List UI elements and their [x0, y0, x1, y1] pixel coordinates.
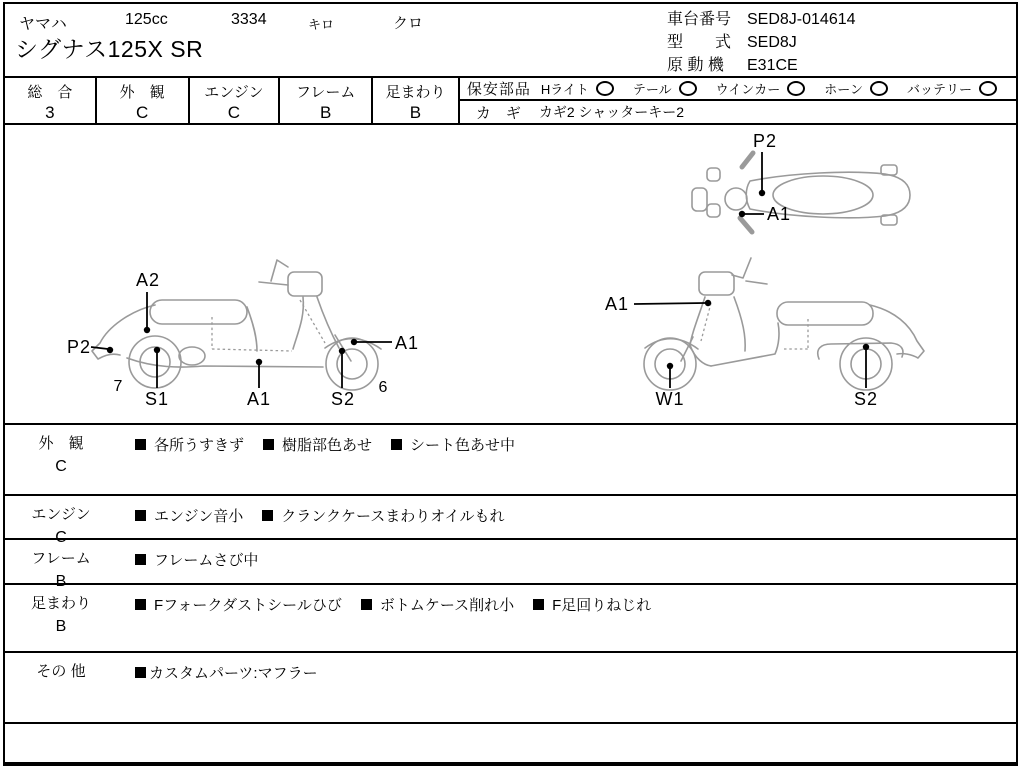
maker-name: ヤマハ: [19, 16, 67, 33]
label-rear-number: 7: [113, 378, 123, 395]
list-item: [135, 662, 318, 683]
rating-exterior: [97, 78, 190, 123]
damage-diagram: [5, 125, 1016, 423]
section-other-head: [17, 660, 105, 686]
item-text: ボトムケース削れ小: [379, 597, 515, 614]
bullet-icon: [361, 599, 372, 610]
bullet-icon: [135, 510, 146, 521]
tail-ok-circle-icon: [679, 81, 697, 96]
mileage-value: 3334: [231, 11, 267, 28]
safety-item-tail: [633, 79, 697, 98]
section-empty: [5, 722, 1016, 762]
section-undercarriage: [5, 583, 1016, 651]
rating-exterior-value: C: [136, 103, 149, 122]
section-engine-grade: C: [55, 529, 67, 546]
section-exterior-label: 外 観: [38, 435, 84, 452]
model-name: シグナス125X SR: [15, 36, 204, 62]
section-frame: [5, 538, 1016, 590]
diagram-svg: [5, 125, 1016, 423]
engine-code-value: E31CE: [747, 57, 798, 74]
bullet-icon: [135, 667, 146, 678]
section-other-items: [135, 662, 318, 683]
section-engine: [5, 494, 1016, 546]
key-label: カ ギ: [475, 104, 521, 122]
bullet-icon: [391, 439, 402, 450]
label-a1-fender-left-view: A1: [395, 333, 420, 353]
rating-engine-label: エンジン: [204, 84, 264, 101]
section-undercarriage-head: [17, 592, 105, 636]
rating-overall-label: 総 合: [27, 84, 73, 101]
rating-frame-value: B: [319, 103, 332, 122]
item-text: Fフォークダストシールひび: [154, 597, 342, 614]
item-text: F足回りねじれ: [552, 597, 652, 614]
mileage-unit: キロ: [308, 17, 335, 32]
key-row: [460, 101, 1016, 123]
battery-label: バッテリー: [907, 82, 973, 97]
label-p2-left-view: P2: [67, 337, 92, 357]
bullet-icon: [533, 599, 544, 610]
label-s2-left-view: S2: [330, 389, 356, 409]
model-code-value: SED8J: [747, 34, 797, 51]
list-item: [135, 594, 342, 615]
chassis-number-label: 車台番号: [667, 11, 732, 28]
section-engine-items: [135, 505, 504, 526]
header: [5, 4, 1016, 76]
headlight-ok-circle-icon: [596, 81, 614, 96]
list-item: [135, 505, 243, 526]
tail-label: テール: [632, 82, 672, 97]
bullet-icon: [262, 510, 273, 521]
label-front-number: 6: [378, 379, 388, 396]
rating-undercarriage: [373, 78, 460, 123]
item-text: シート色あせ中: [410, 437, 516, 454]
model-code-row: [667, 31, 856, 54]
safety-item-battery: [907, 79, 997, 98]
chassis-number-value: SED8J-014614: [747, 11, 856, 28]
rating-engine: [190, 78, 281, 123]
scooter-right-view: [605, 258, 924, 409]
bullet-icon: [263, 439, 274, 450]
rating-undercarriage-label: 足まわり: [385, 84, 446, 101]
bullet-icon: [135, 599, 146, 610]
key-value: カギ2 シャッターキー2: [538, 104, 685, 120]
rating-engine-value: C: [227, 103, 241, 122]
rating-frame: [280, 78, 373, 123]
safety-parts-title: 保安部品: [466, 81, 531, 98]
item-text: クランクケースまわりオイルもれ: [281, 508, 505, 525]
section-other-label: その 他: [36, 663, 86, 680]
list-item: [361, 594, 514, 615]
vehicle-codes: [667, 8, 856, 77]
body-color: クロ: [393, 15, 424, 32]
section-frame-grade: B: [55, 573, 67, 590]
chassis-number-row: [667, 8, 856, 31]
list-item: [135, 549, 258, 570]
winker-ok-circle-icon: [787, 81, 805, 96]
section-undercarriage-grade: B: [55, 618, 67, 635]
ratings-band: [5, 76, 1016, 125]
bullet-icon: [135, 439, 146, 450]
bullet-icon: [135, 554, 146, 565]
horn-ok-circle-icon: [870, 81, 888, 96]
label-w1-right-view: W1: [655, 389, 685, 409]
safety-item-headlight: [541, 79, 614, 98]
label-a1-right-view: A1: [605, 294, 630, 314]
section-frame-label: フレーム: [31, 550, 91, 567]
item-text: 各所うすきず: [154, 437, 245, 454]
list-item: [135, 434, 244, 455]
rating-overall-value: 3: [45, 103, 55, 122]
rating-exterior-label: 外 観: [119, 84, 165, 101]
section-engine-label: エンジン: [31, 506, 91, 523]
section-other: [5, 651, 1016, 722]
engine-code-row: [667, 54, 856, 77]
engine-code-label: 原 動 機: [667, 57, 724, 74]
section-frame-items: [135, 549, 258, 570]
list-item: [391, 434, 515, 455]
item-text: エンジン音小: [154, 508, 244, 525]
section-undercarriage-items: [135, 594, 651, 615]
headlight-label: Hライト: [540, 82, 589, 97]
safety-item-horn: [824, 79, 888, 98]
safety-parts-row: [460, 78, 1016, 101]
section-exterior-items: [135, 434, 515, 455]
label-p2-top-view: P2: [752, 131, 778, 151]
list-item: [262, 505, 504, 526]
section-exterior-grade: C: [55, 458, 67, 475]
section-exterior: [5, 423, 1016, 494]
rating-undercarriage-value: B: [409, 103, 422, 122]
section-exterior-head: [17, 432, 105, 476]
section-undercarriage-label: 足まわり: [30, 595, 91, 612]
item-text: カスタムパーツ:マフラー: [149, 665, 318, 682]
model-code-label: 型 式: [667, 34, 732, 51]
rating-overall: [5, 78, 97, 123]
rating-frame-label: フレーム: [295, 84, 356, 101]
list-item: [533, 594, 651, 615]
horn-label: ホーン: [824, 82, 863, 97]
list-item: [263, 434, 372, 455]
label-s2-right-view: S2: [853, 389, 879, 409]
label-a2-left-view: A2: [135, 270, 161, 290]
auction-sheet: [3, 2, 1018, 766]
scooter-top-view: [692, 131, 910, 232]
winker-label: ウインカー: [715, 82, 781, 97]
label-a1-floor-left-view: A1: [246, 389, 272, 409]
safety-parts-box: [460, 78, 1016, 123]
battery-ok-circle-icon: [979, 81, 997, 96]
safety-item-winker: [716, 79, 806, 98]
item-text: 樹脂部色あせ: [282, 437, 373, 454]
item-text: フレームさび中: [154, 552, 259, 569]
scooter-left-view: [67, 260, 419, 409]
label-a1-top-view: A1: [767, 204, 792, 224]
label-s1-left-view: S1: [144, 389, 170, 409]
displacement: 125cc: [125, 11, 168, 28]
